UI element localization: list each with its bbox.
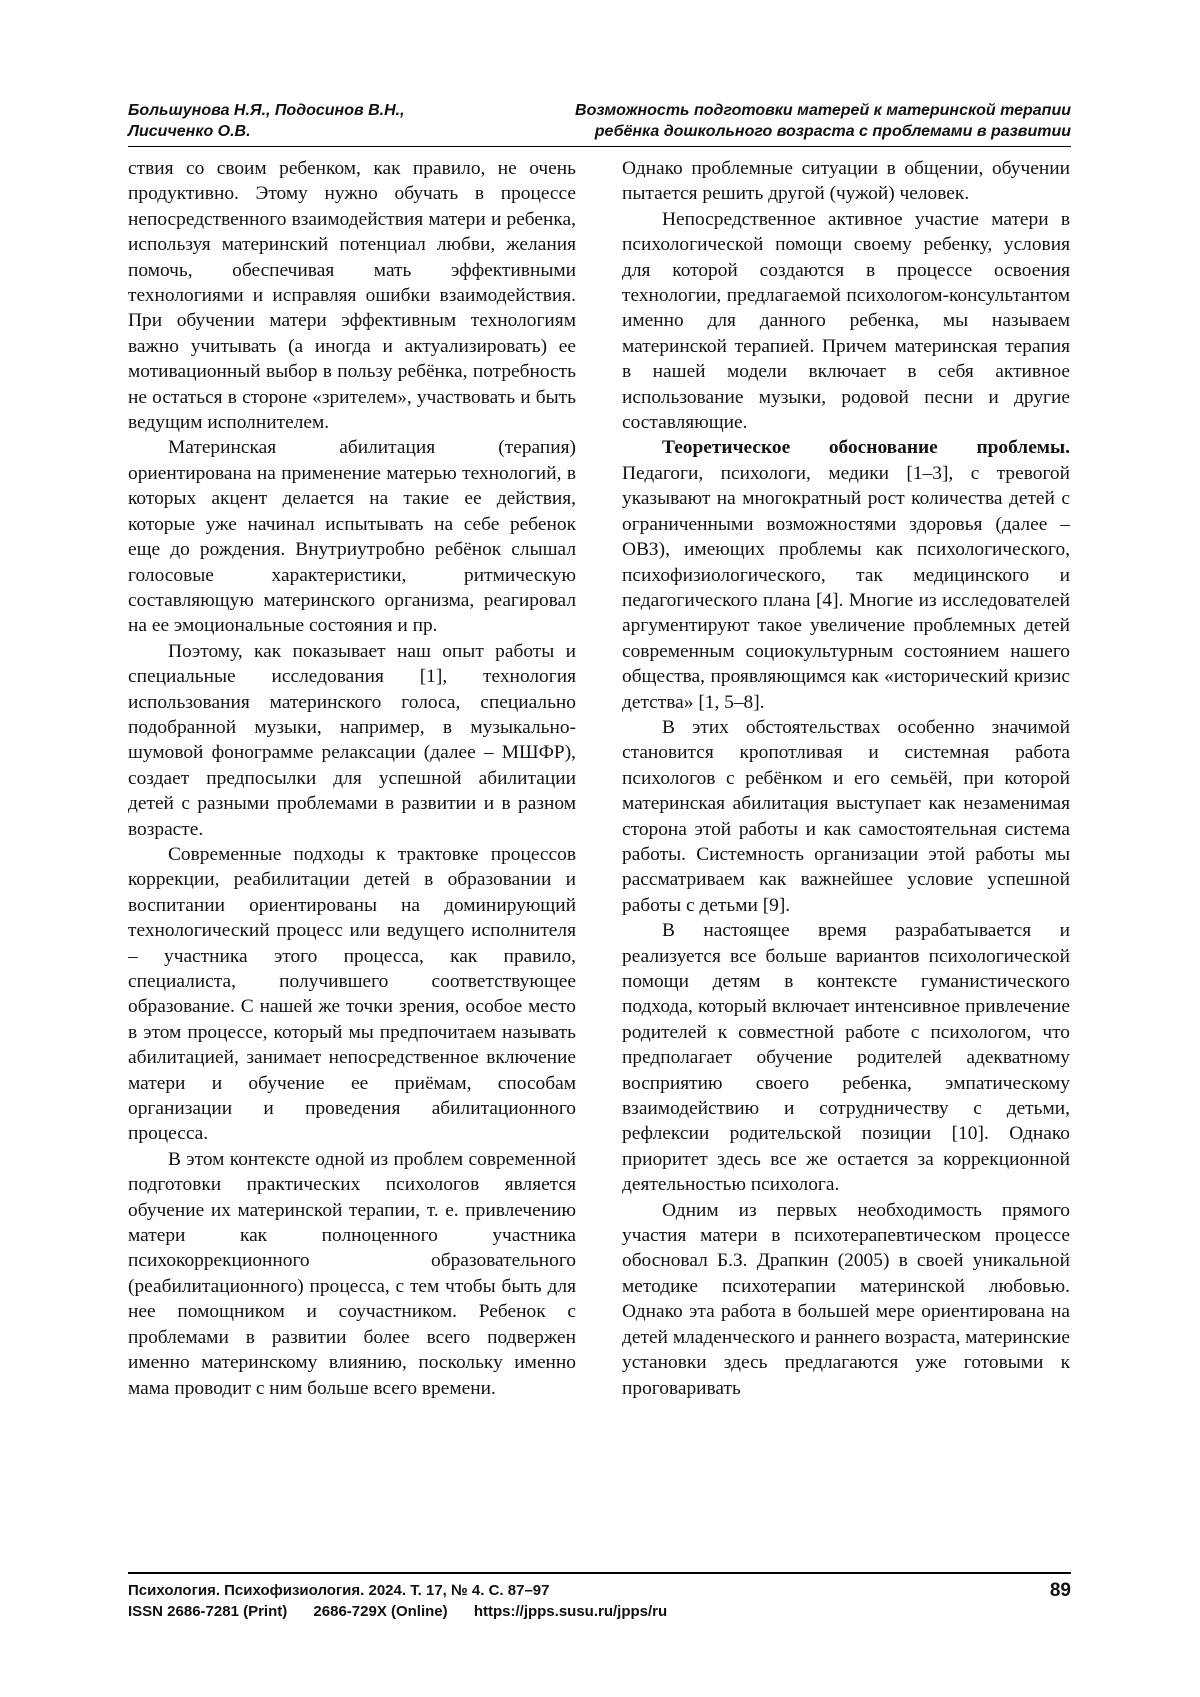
issn-print: ISSN 2686-7281 (Print) (128, 1603, 288, 1620)
paragraph: ствия со своим ребенком, как правило, не очень продуктивно. Этому нужно обучать в процессе непосредственного взаимодействия матери и ребенка, используя материнский потенциал любви, желания помочь, обеспечивая мать эффективными технологиями и исправляя ошибки взаимодействия. При обучении матери эффективным технологиям важно учитывать (а иногда и актуализировать) ее мотивационный выбор в пользу ребёнка, потребность не остаться в стороне «зрителем», участвовать и быть ведущим исполнителем. (128, 158, 576, 434)
issn-online: 2686-729X (Online) (313, 1603, 448, 1620)
right-text-column (622, 156, 1070, 1610)
paragraph (622, 435, 1070, 714)
header-authors (128, 100, 458, 142)
paragraph: В настоящее время разрабатывается и реализуется все больше вариантов психологической помощи детям в контексте гуманистического подхода, который включает интенсивное привлечение родителей к совместной работе с психологом, что предполагает обучение родителей адекватному восприятию своего ребенка, эмпатическому взаимодействию и сотрудничеству с детьми, рефлексии родительской позиции [10]. Однако приоритет здесь все же остается за коррекционной деятельностью психолога. (622, 920, 1070, 1196)
page-number: 89 (1049, 1580, 1071, 1601)
paragraph-text: Педагоги, психологи, медики [1–3], с тревогой указывают на многократный рост количества детей с ограниченными возможностями здоровья (далее – ОВЗ), имеющих проблемы как психологического, психофизиологического, так медицинского и педагогического плана [4]. Многие из исследователей аргументируют такое увеличение проблемных детей современным социокультурным состоянием нашего общества, проявляющимся как «исторический кризис детства» [1, 5–8]. (622, 462, 1070, 713)
paragraph: Одним из первых необходимость прямого участия матери в психотерапевтическом процессе обосновал Б.З. Драпкин (2005) в своей уникальной методике психотерапии материнской любовью. Однако эта работа в большей мере ориентирована на детей младенческого и раннего возраста, материнские установки здесь предлагаются уже готовыми к проговаривать (622, 1199, 1070, 1399)
header-title-line2: ребёнка дошкольного возраста с проблемами в развитии (594, 123, 1071, 140)
paragraph: Современные подходы к трактовке процессов коррекции, реабилитации детей в образовании и воспитании ориентированы на доминирующий технологический процесс или ведущего исполнителя – участника этого процесса, как правило, специалиста, получившего соответствующее образование. С нашей же точки зрения, особое место в этом процессе, который мы предпочитаем называть абилитацией, занимает непосредственное включение матери и обучение ее приёмам, способам организации и проведения абилитационного процесса. (128, 843, 576, 1145)
journal-page (128, 100, 1071, 1640)
paragraph: В этих обстоятельствах особенно значимой становится кропотливая и системная работа психологов с ребёнком и его семьёй, при которой материнская абилитация выступает как незаменимая сторона этой работы и как самостоятельная система работы. Системность организации этой работы мы рассматриваем как важнейшее условие успешной работы с детьми [9]. (622, 716, 1070, 916)
paragraph: Однако проблемные ситуации в общении, обучении пытается решить другой (чужой) человек. (622, 158, 1070, 205)
journal-url[interactable]: https://jpps.susu.ru/jpps/ru (473, 1603, 668, 1620)
header-authors-line1: Большунова Н.Я., Подосинов В.Н., (128, 102, 405, 119)
header-article-title (461, 100, 1071, 142)
header-divider (128, 146, 1071, 147)
left-text-column (128, 156, 576, 1610)
paragraph: Непосредственное активное участие матери в психологической помощи своему ребенку, условия для которой создаются в процессе освоения технологии, предлагаемой психологом-консультантом именно для данного ребенка, мы называем материнской терапией. Причем материнская терапия в нашей модели включает в себя активное использование музыки, родовой песни и другие составляющие. (622, 208, 1070, 434)
journal-citation: Психология. Психофизиология. 2024. Т. 17, № 4. С. 87–97 (128, 1582, 550, 1599)
running-footer (128, 1580, 1071, 1624)
paragraph: В этом контексте одной из проблем современной подготовки практических психологов является обучение их материнской терапии, т. е. привлечению матери как полноценного участника психокоррекционного образовательного (реабилитационного) процесса, с тем чтобы быть для нее помощником и соучастником. Ребенок с проблемами в развитии более всего подвержен именно материнскому влиянию, поскольку именно мама проводит с ним больше всего времени. (128, 1148, 576, 1399)
paragraph: Материнская абилитация (терапия) ориентирована на применение матерью технологий, в которых акцент делается на такие ее действия, которые уже начинал испытывать на себе ребенок еще до рождения. Внутриутробно ребёнок слышал голосовые характеристики, ритмическую составляющую материнского организма, реагировал на ее эмоциональные состояния и пр. (128, 437, 576, 637)
header-authors-line2: Лисиченко О.В. (128, 123, 251, 140)
running-header (128, 100, 1071, 146)
issn-line (128, 1601, 689, 1622)
section-heading: Теоретическое обоснование проблемы. (662, 437, 1070, 459)
paragraph: Поэтому, как показывает наш опыт работы и специальные исследования [1], технология использования материнского голоса, специально подобранной музыки, например, в музыкально-шумовой фонограмме релаксации (далее – МШФР), создает предпосылки для успешной абилитации детей с разными проблемами в развитии и в разном возрасте. (128, 640, 576, 840)
header-title-line1: Возможность подготовки матерей к материнской терапии (575, 102, 1071, 119)
footer-divider (128, 1572, 1071, 1574)
